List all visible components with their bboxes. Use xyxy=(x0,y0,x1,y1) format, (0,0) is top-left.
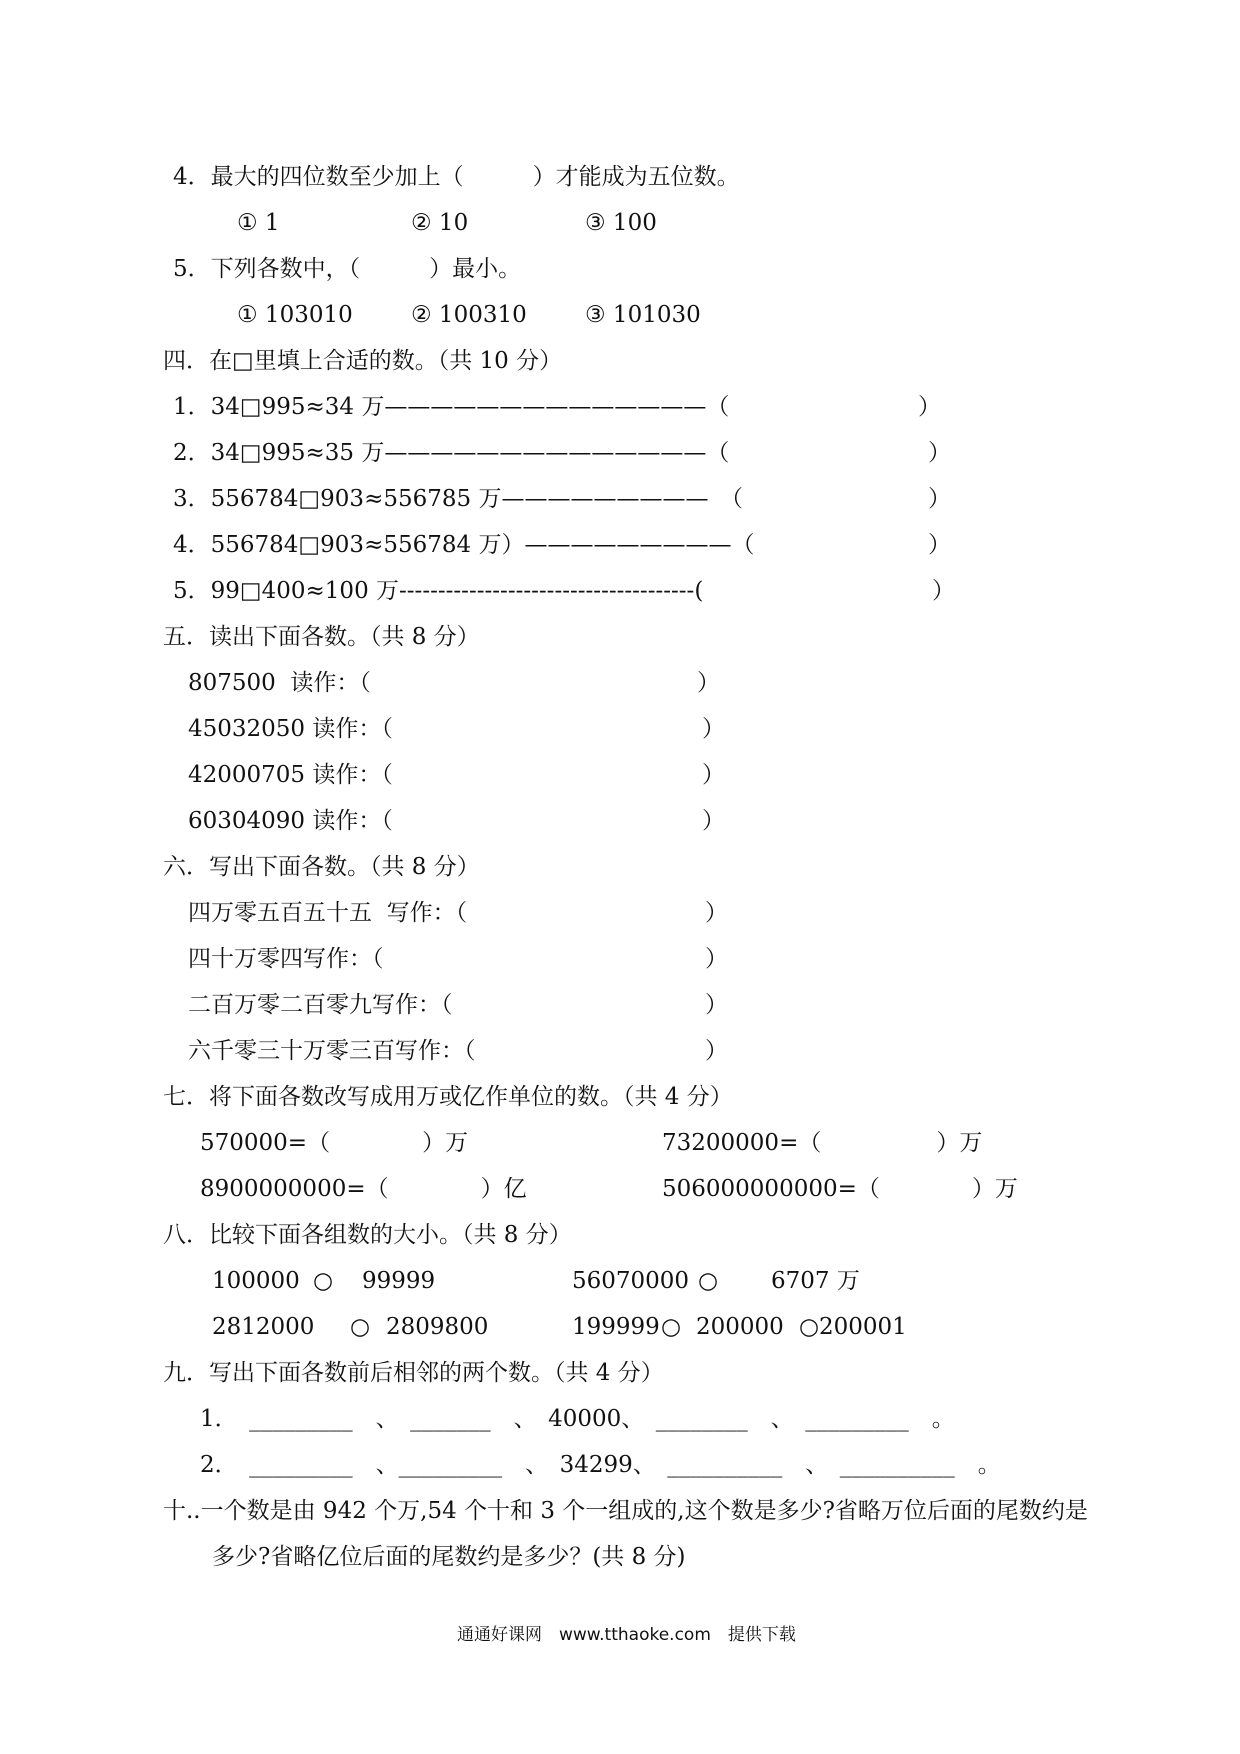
compare-4-middle: 200000 xyxy=(696,1314,784,1340)
section5-item-4: 60304090 读作：（ xyxy=(188,808,393,834)
section6-item-2-close: ） xyxy=(705,946,728,972)
q3-item4: 4．最大的四位数至少加上（ ）才能成为五位数。 xyxy=(173,164,740,190)
section6-item-4-close: ） xyxy=(705,1038,728,1064)
section6-item-4: 六千零三十万零三百写作：（ xyxy=(188,1038,476,1064)
q3-item5-option1: ① 103010 xyxy=(237,302,353,328)
compare-4-left: 199999 xyxy=(572,1314,660,1340)
section6-item-1-close: ） xyxy=(705,900,728,926)
q3-item5-option3: ③ 101030 xyxy=(585,302,701,328)
section6-item-3: 二百万零二百零九写作：（ xyxy=(188,992,453,1018)
section4-item-1: 1．34□995≈34 万——————————————（ xyxy=(173,394,730,420)
compare-circle[interactable]: ○ xyxy=(661,1314,682,1340)
section4-item-5-close: ） xyxy=(932,578,955,604)
q3-item4-option3: ③ 100 xyxy=(585,210,657,236)
compare-1-left: 100000 xyxy=(212,1268,300,1294)
section9-heading: 九．写出下面各数前后相邻的两个数。（共 4 分） xyxy=(163,1360,664,1386)
section5-item-3: 42000705 读作：（ xyxy=(188,762,393,788)
compare-3-left: 2812000 xyxy=(212,1314,315,1340)
section7-item-1: 570000=（ ）万 xyxy=(200,1130,469,1156)
section9-row-2: 2． _________ 、_________ 、 34299、 __________ 、 __________ 。 xyxy=(200,1452,1001,1478)
section6-item-1: 四万零五百五十五 写作：（ xyxy=(188,900,468,926)
section4-item-4-close: ） xyxy=(928,532,951,558)
compare-2-right: 6707 万 xyxy=(771,1268,860,1294)
section7-item-2: 73200000=（ ）万 xyxy=(662,1130,983,1156)
section5-item-1: 807500 读作：（ xyxy=(188,670,371,696)
compare-circle[interactable]: ○ xyxy=(350,1314,371,1340)
section7-heading: 七．将下面各数改写成用万或亿作单位的数。（共 4 分） xyxy=(163,1084,733,1110)
compare-1-right: 99999 xyxy=(362,1268,436,1294)
section6-item-2: 四十万零四写作：（ xyxy=(188,946,384,972)
section6-heading: 六．写出下面各数。（共 8 分） xyxy=(163,854,480,880)
compare-circle[interactable]: ○ xyxy=(313,1268,334,1294)
compare-2-left: 56070000 xyxy=(572,1268,690,1294)
section4-item-2-close: ） xyxy=(928,440,951,466)
page-footer: 通通好课网 www.tthaoke.com 提供下载 xyxy=(457,1625,796,1645)
section5-item-1-close: ） xyxy=(697,670,720,696)
section4-item-2: 2．34□995≈35 万——————————————（ xyxy=(173,440,730,466)
section5-item-4-close: ） xyxy=(702,808,725,834)
section7-item-3: 8900000000=（ ）亿 xyxy=(200,1176,527,1202)
compare-4-right: 200001 xyxy=(819,1314,907,1340)
section9-row-1: 1． _________ 、 _______ 、 40000、 ________ 、 _________ 。 xyxy=(200,1406,955,1432)
section4-item-1-close: ） xyxy=(918,394,941,420)
compare-circle[interactable]: ○ xyxy=(799,1314,820,1340)
section5-item-3-close: ） xyxy=(702,762,725,788)
section4-item-3-close: ） xyxy=(928,486,951,512)
section10-line-1: 十..一个数是由 942 个万,54 个十和 3 个一组成的,这个数是多少?省略万位后面的尾数约是 xyxy=(163,1498,1088,1524)
section5-item-2-close: ） xyxy=(702,716,725,742)
compare-circle[interactable]: ○ xyxy=(698,1268,719,1294)
q3-item4-option1: ① 1 xyxy=(237,210,280,236)
section4-heading: 四．在□里填上合适的数。（共 10 分） xyxy=(163,348,563,374)
section8-heading: 八．比较下面各组数的大小。（共 8 分） xyxy=(163,1222,572,1248)
section4-item-5: 5．99□400≈100 万--------------------------------------( xyxy=(173,578,704,604)
q3-item5-option2: ② 100310 xyxy=(411,302,527,328)
q3-item4-option2: ② 10 xyxy=(411,210,469,236)
q3-item5: 5．下列各数中，（ ）最小。 xyxy=(173,256,522,282)
section6-item-3-close: ） xyxy=(705,992,728,1018)
compare-3-right: 2809800 xyxy=(386,1314,489,1340)
section5-item-2: 45032050 读作：（ xyxy=(188,716,393,742)
section5-heading: 五．读出下面各数。（共 8 分） xyxy=(163,624,480,650)
section4-item-3: 3．556784□903≈556785 万————————— （ xyxy=(173,486,743,512)
section7-item-4: 506000000000=（ ）万 xyxy=(662,1176,1018,1202)
section4-item-4: 4．556784□903≈556784 万）—————————（ xyxy=(173,532,755,558)
section10-line-2: 多少?省略亿位后面的尾数约是多少？(共 8 分) xyxy=(212,1544,686,1570)
